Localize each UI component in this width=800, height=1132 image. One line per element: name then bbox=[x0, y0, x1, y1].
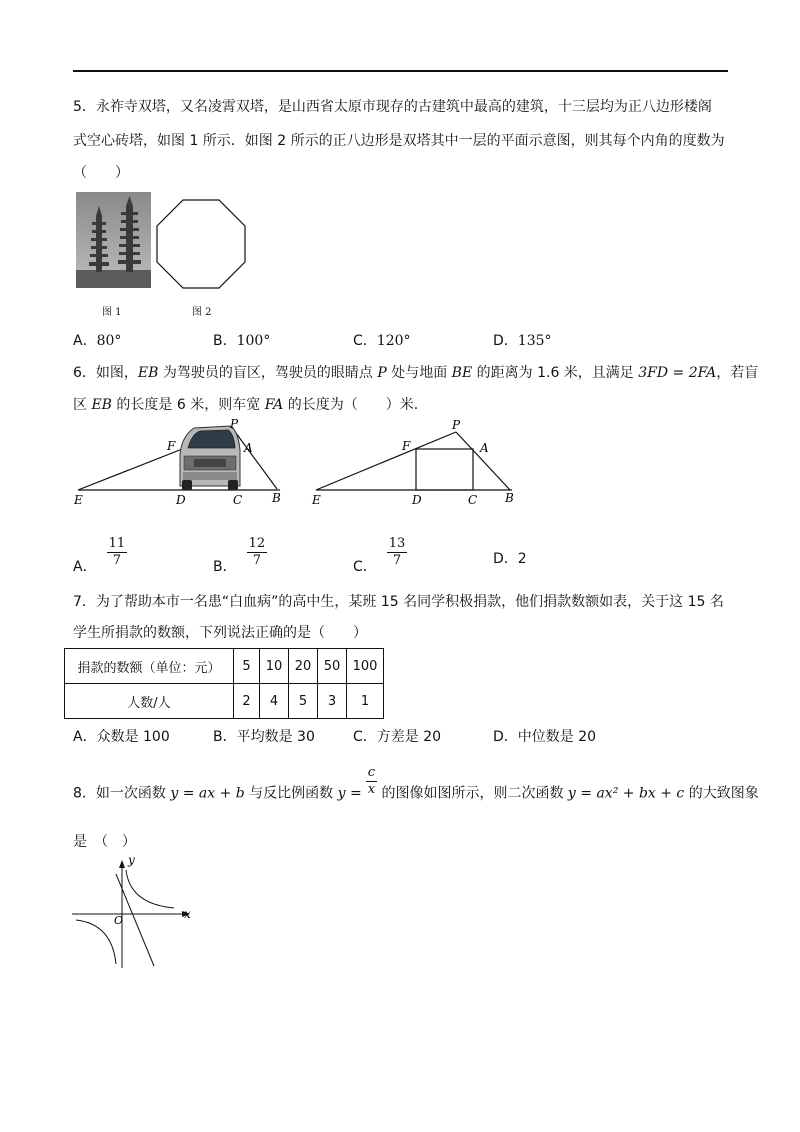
math-fa: FA bbox=[264, 397, 284, 413]
label-a: A bbox=[480, 441, 489, 455]
numerator: 13 bbox=[388, 536, 406, 551]
label-p: P bbox=[452, 418, 461, 432]
figure-2-caption: 图 2 bbox=[192, 307, 212, 318]
blindspot-geometry-figure bbox=[306, 416, 531, 508]
label-b: B bbox=[505, 491, 514, 505]
math-ratio: 3FD = 2FA bbox=[638, 365, 717, 381]
option-letter: B． bbox=[213, 558, 237, 575]
origin-label: O bbox=[114, 914, 124, 927]
car-blindspot-figure bbox=[70, 418, 290, 508]
q6-text-line1 bbox=[73, 362, 758, 382]
option-value: 120° bbox=[376, 333, 411, 349]
table-header-cell: 捐款的数额（单位：元） bbox=[65, 649, 234, 684]
q5-text-line1: 5．永祚寺双塔，又名凌霄双塔，是山西省太原市现存的古建筑中最高的建筑，十三层均为正八边形楼阁 bbox=[73, 99, 712, 115]
option-letter: A． bbox=[73, 333, 97, 349]
text: 的长度是 6 米，则车宽 bbox=[111, 397, 265, 413]
option-letter: A． bbox=[73, 729, 97, 745]
q5-option-b bbox=[213, 330, 270, 350]
function-graph-figure bbox=[66, 852, 196, 970]
table-cell: 2 bbox=[234, 684, 260, 719]
option-letter: C． bbox=[353, 558, 377, 575]
label-f: F bbox=[167, 439, 176, 453]
q7-option-d bbox=[493, 726, 596, 746]
q5-option-a bbox=[73, 330, 121, 350]
table-cell: 1 bbox=[347, 684, 384, 719]
table-cell: 100 bbox=[347, 649, 384, 684]
car-icon bbox=[180, 426, 240, 490]
denominator: 7 bbox=[112, 553, 121, 568]
math-linear: y = ax + b bbox=[170, 785, 245, 802]
octagon-figure bbox=[155, 198, 247, 290]
q6-option-a bbox=[73, 536, 127, 575]
option-value: 平均数是 30 bbox=[236, 729, 315, 745]
option-letter: A． bbox=[73, 558, 97, 575]
label-c: C bbox=[468, 493, 478, 507]
denominator: x bbox=[367, 782, 376, 797]
x-axis-label: x bbox=[184, 907, 191, 921]
label-c: C bbox=[233, 493, 243, 507]
math-eb: EB bbox=[137, 365, 159, 381]
q5-text-line2: 式空心砖塔，如图 1 所示．如图 2 所示的正八边形是双塔其中一层的平面示意图，则其每个内角的度数为 bbox=[73, 133, 725, 149]
label-e: E bbox=[312, 493, 321, 507]
q7-option-b bbox=[213, 726, 315, 746]
text: ，若盲 bbox=[716, 365, 759, 381]
header-rule bbox=[73, 70, 728, 72]
label-p: P bbox=[230, 418, 239, 431]
math-be: BE bbox=[451, 365, 473, 381]
denominator: 7 bbox=[252, 553, 262, 568]
table-header-cell: 人数/人 bbox=[65, 684, 234, 719]
table-cell: 10 bbox=[260, 649, 289, 684]
option-letter: D． bbox=[493, 333, 518, 349]
option-value: 众数是 100 bbox=[96, 729, 170, 745]
text: 6．如图， bbox=[73, 365, 138, 381]
label-e: E bbox=[74, 493, 83, 507]
denominator: 7 bbox=[392, 553, 402, 568]
math-p: P bbox=[377, 365, 387, 381]
text: 与反比例函数 bbox=[244, 785, 338, 802]
q7-option-a bbox=[73, 726, 170, 746]
table-cell: 5 bbox=[234, 649, 260, 684]
q6-text-line2 bbox=[73, 394, 418, 414]
text: 处与地面 bbox=[386, 365, 452, 381]
fraction bbox=[107, 536, 128, 569]
twin-pagoda-photo bbox=[76, 192, 151, 288]
y-axis-label: y bbox=[128, 853, 135, 867]
option-value: 80° bbox=[96, 333, 122, 349]
text: 8．如一次函数 bbox=[73, 785, 171, 802]
table-cell: 5 bbox=[289, 684, 318, 719]
table-row bbox=[65, 649, 384, 684]
label-d: D bbox=[412, 493, 422, 507]
q7-option-c bbox=[353, 726, 441, 746]
text: 区 bbox=[73, 397, 92, 413]
numerator: 12 bbox=[248, 536, 266, 551]
q8-text-line1 bbox=[73, 765, 759, 810]
option-value: 中位数是 20 bbox=[517, 729, 597, 745]
q6-option-b bbox=[213, 536, 267, 575]
option-value: 2 bbox=[517, 551, 527, 567]
math-reciprocal-fraction bbox=[366, 765, 377, 798]
text: 的距离为 1.6 米，且满足 bbox=[472, 365, 639, 381]
figure-1-caption: 图 1 bbox=[102, 307, 122, 318]
q5-text-line3: （ ） bbox=[73, 165, 129, 181]
table-cell: 3 bbox=[318, 684, 347, 719]
text: 的大致图象 bbox=[684, 785, 759, 802]
option-value: 135° bbox=[517, 333, 552, 349]
donation-table bbox=[64, 648, 384, 719]
table-row bbox=[65, 684, 384, 719]
option-letter: B． bbox=[213, 729, 237, 745]
q8-text-line2: 是 （ ） bbox=[73, 834, 136, 850]
option-value: 方差是 20 bbox=[376, 729, 442, 745]
option-letter: C． bbox=[353, 729, 377, 745]
q7-text-line2: 学生所捐款的数额，下列说法正确的是（ ） bbox=[73, 625, 367, 641]
q6-option-c bbox=[353, 536, 407, 575]
label-d: D bbox=[176, 493, 186, 507]
q5-option-d bbox=[493, 330, 552, 350]
table-cell: 20 bbox=[289, 649, 318, 684]
math-reciprocal-lhs: y = bbox=[337, 785, 362, 802]
option-letter: D． bbox=[493, 551, 518, 567]
label-a: A bbox=[244, 441, 253, 455]
option-value: 100° bbox=[236, 333, 271, 349]
q7-text-line1: 7．为了帮助本市一名患“白血病”的高中生，某班 15 名同学积极捐款，他们捐款数额如表，关于这 15 名 bbox=[73, 594, 724, 610]
q6-option-d bbox=[493, 548, 527, 568]
fraction bbox=[247, 536, 268, 569]
text: 的长度为（ ）米. bbox=[283, 397, 419, 413]
numerator: 11 bbox=[108, 536, 126, 551]
text: 为驾驶员的盲区，驾驶员的眼睛点 bbox=[158, 365, 378, 381]
q5-option-c bbox=[353, 330, 411, 350]
table-cell: 4 bbox=[260, 684, 289, 719]
math-eb: EB bbox=[91, 397, 112, 413]
option-letter: D． bbox=[493, 729, 518, 745]
numerator: c bbox=[367, 765, 376, 780]
text: 的图像如图所示，则二次函数 bbox=[377, 785, 568, 802]
math-quadratic: y = ax² + bx + c bbox=[567, 785, 685, 802]
table-cell: 50 bbox=[318, 649, 347, 684]
label-b: B bbox=[272, 491, 281, 505]
option-letter: C． bbox=[353, 333, 377, 349]
label-f: F bbox=[402, 439, 411, 453]
fraction bbox=[387, 536, 408, 569]
option-letter: B． bbox=[213, 333, 237, 349]
